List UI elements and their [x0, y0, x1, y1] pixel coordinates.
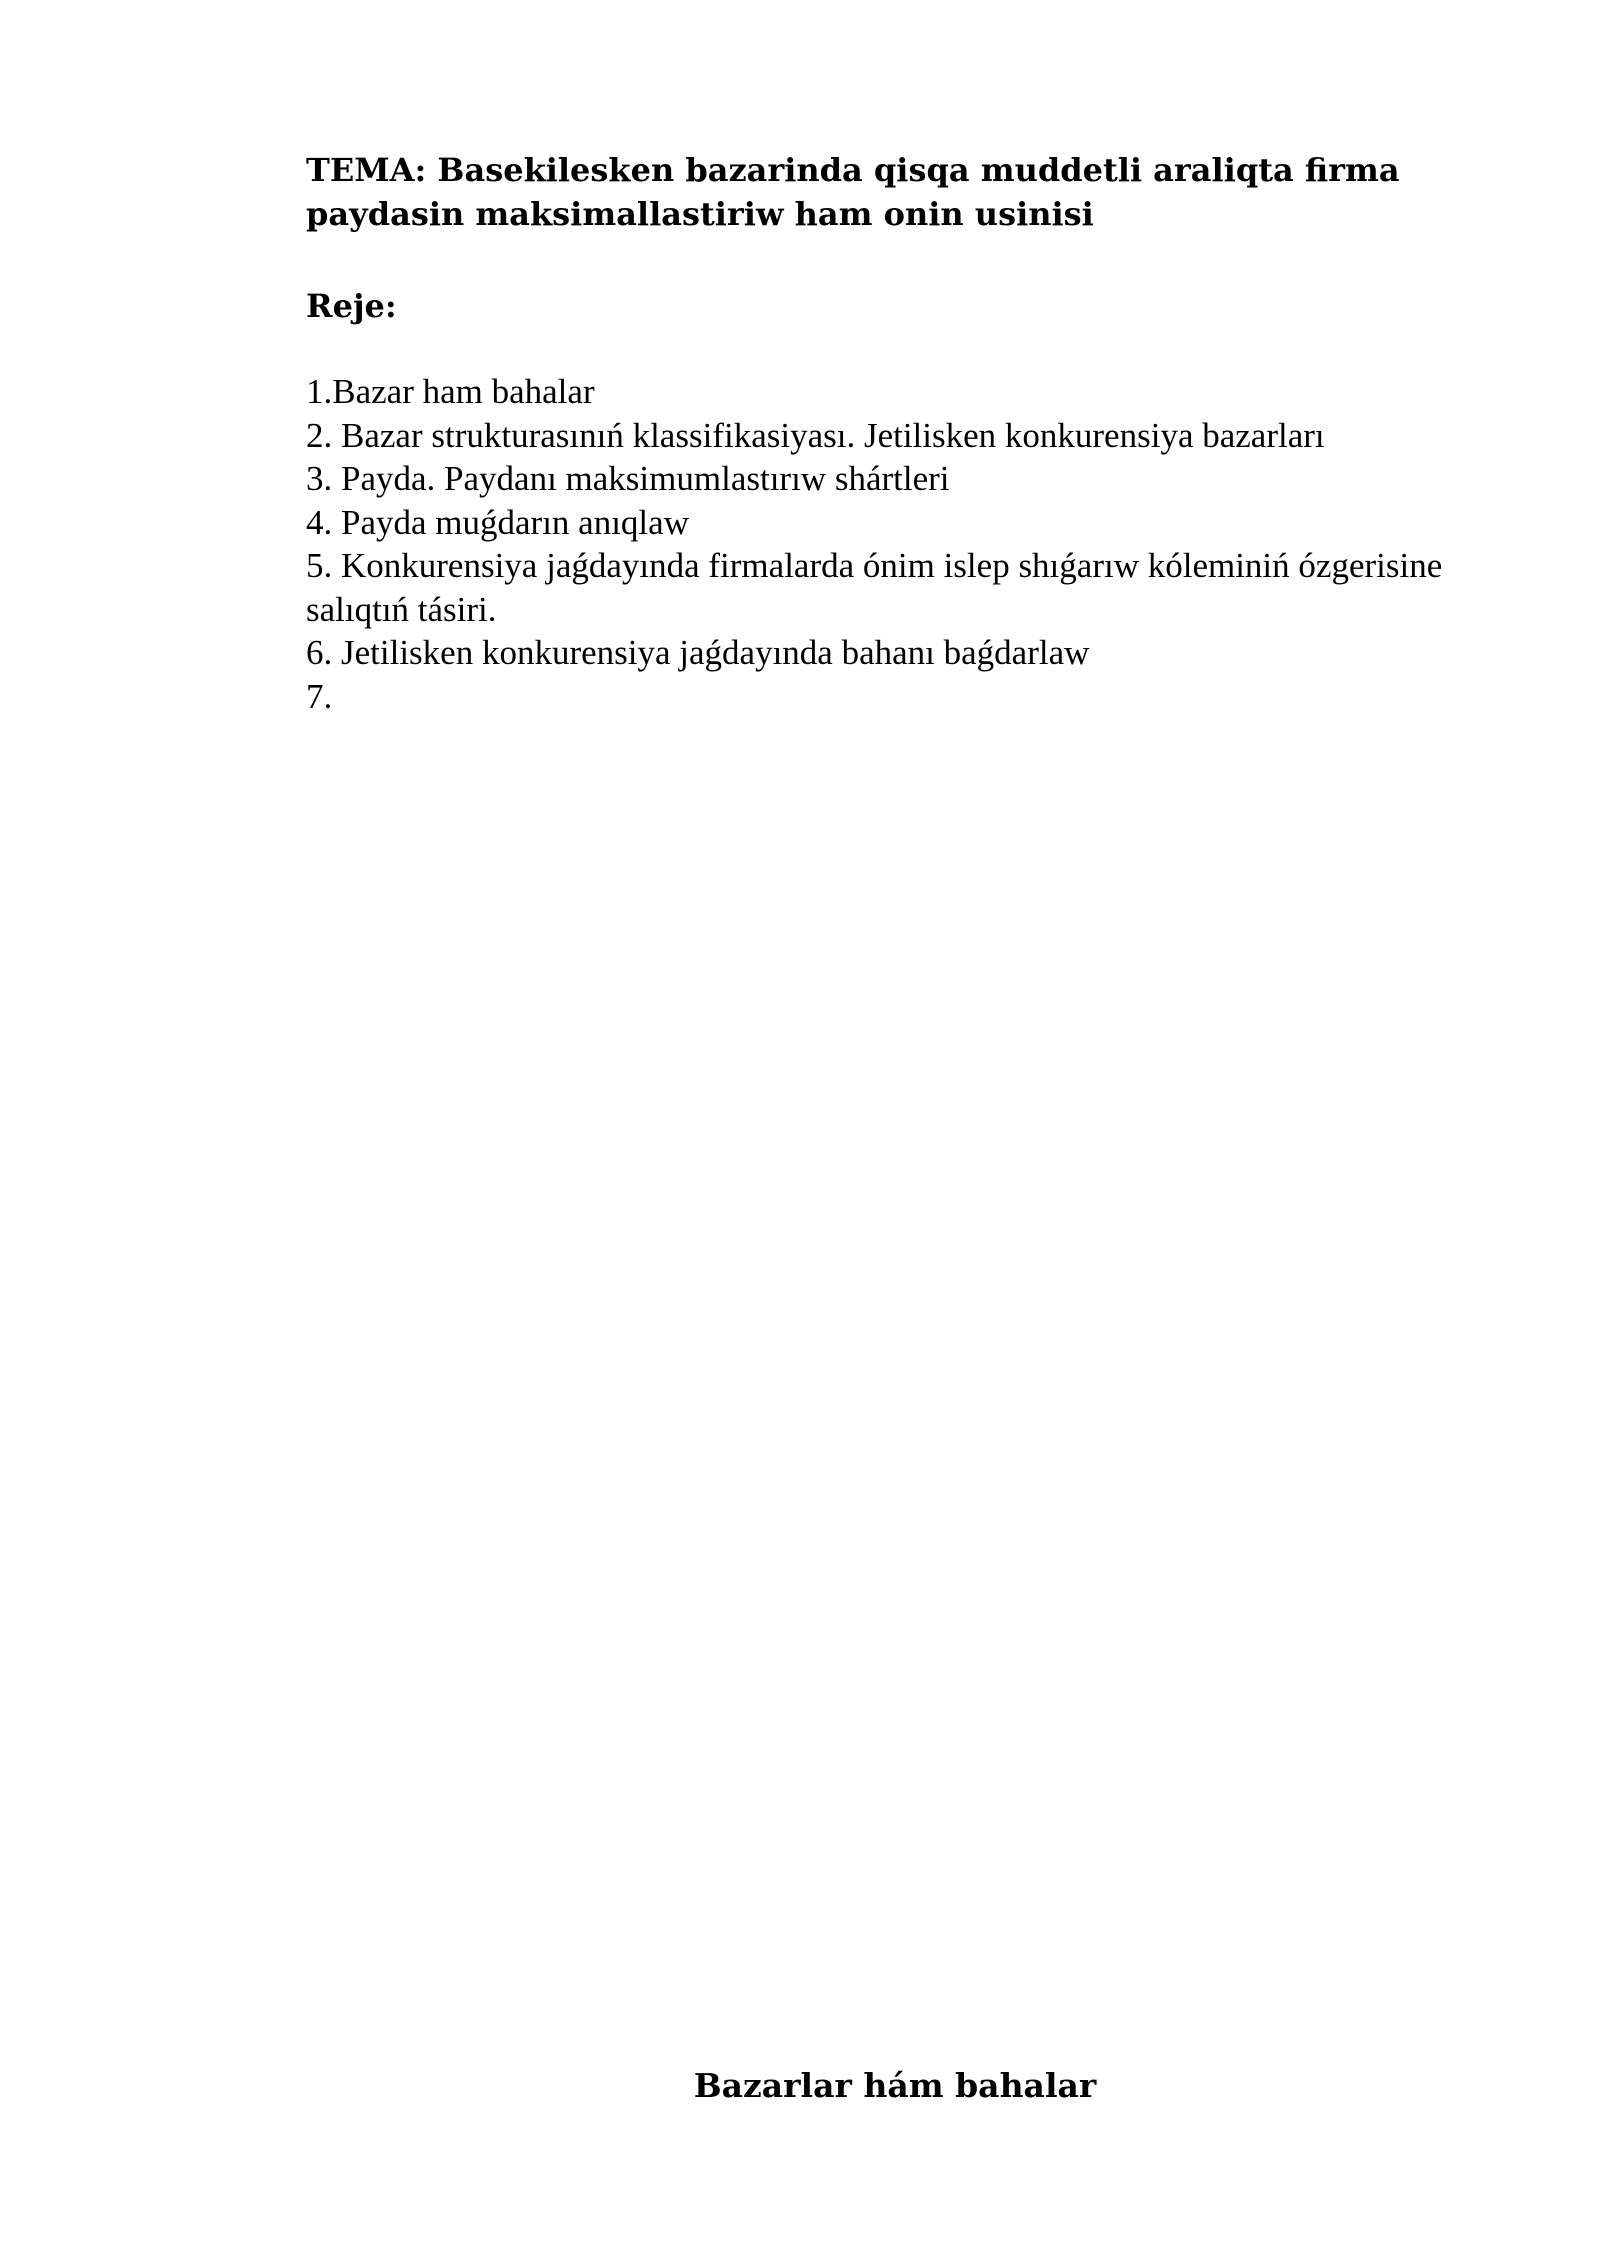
plan-item: 2. Bazar strukturasınıń klassifikasiyası. Jetilisken konkurensiya bazarları	[306, 415, 1325, 455]
document-title: TEMA: Basekilesken bazarinda qisqa muddetli araliqta firma paydasin maksimallastiriw ham onin usinisi	[306, 151, 1400, 233]
plan-item: 4. Payda muǵdarın anıqlaw	[306, 502, 689, 542]
plan-heading: Reje:	[306, 287, 397, 325]
plan-item: 7.	[306, 676, 333, 716]
plan-item: 3. Payda. Paydanı maksimumlastırıw shártleri	[306, 459, 950, 498]
section-heading: Bazarlar hám bahalar	[693, 2066, 1097, 2105]
plan-list	[306, 370, 1456, 718]
plan-item: 6. Jetilisken konkurensiya jaǵdayında bahanı baǵdarlaw	[306, 633, 1090, 672]
plan-item: 5. Konkurensiya jaǵdayında firmalarda ónim islep shıǵarıw kóleminiń ózgerisine salıqtıń tásiri.	[306, 546, 1443, 629]
plan-item: 1.Bazar ham bahalar	[306, 372, 595, 411]
